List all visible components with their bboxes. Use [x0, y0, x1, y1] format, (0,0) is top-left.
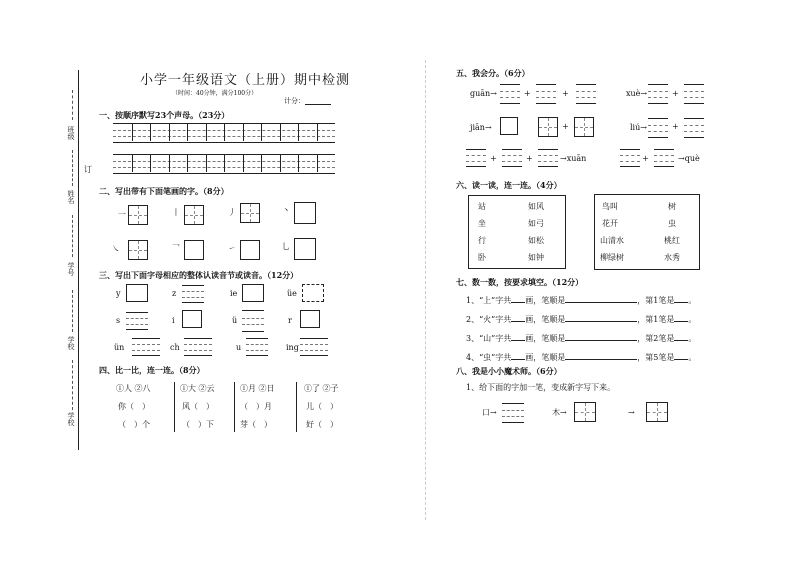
match-word[interactable]: 水秀 — [664, 253, 680, 262]
count-row-end: ，第1笔是 — [637, 296, 675, 305]
answer-box[interactable] — [242, 284, 264, 302]
match-word[interactable]: 卧 — [478, 253, 486, 262]
writing-box[interactable] — [294, 238, 316, 260]
match-word[interactable]: 鸟叫 — [602, 202, 618, 211]
magic-item: 口→ — [482, 408, 497, 417]
compare-options: ①月 ②日 — [240, 384, 275, 393]
plus-sign: + — [526, 154, 533, 163]
match-word[interactable]: 如弓 — [528, 219, 544, 228]
writing-box[interactable] — [128, 205, 148, 225]
magic-item: 木→ — [552, 408, 567, 417]
section-2-title: 二、写出带有下面笔画的字。（8分） — [99, 186, 229, 196]
split-grid[interactable] — [684, 84, 704, 104]
answer-box[interactable] — [126, 284, 148, 302]
letter-label: üe — [287, 289, 297, 298]
stroke-label: 乛 — [172, 244, 180, 253]
compare-item[interactable]: （ ）下 — [182, 420, 214, 429]
plus-sign: + — [562, 89, 569, 98]
grid-divider — [132, 154, 133, 172]
split-grid[interactable] — [648, 118, 668, 138]
grid-divider — [317, 123, 318, 141]
grid-divider — [187, 154, 188, 172]
count-row-end: ，第1笔是 — [637, 315, 675, 324]
compare-item[interactable]: （ ）个 — [118, 420, 150, 429]
split-grid[interactable] — [536, 84, 556, 104]
writing-box[interactable] — [128, 240, 148, 260]
letter-label: y — [116, 289, 121, 298]
magic-grid[interactable] — [502, 403, 524, 423]
split-box[interactable] — [538, 117, 558, 137]
count-row-end: ，第5笔是 — [637, 353, 675, 362]
grid-divider — [224, 154, 225, 172]
grid-divider — [243, 123, 244, 141]
group-divider — [296, 382, 297, 432]
compare-item[interactable]: 儿（ ） — [306, 402, 338, 411]
stroke-position-blank[interactable] — [674, 302, 688, 303]
grid-divider — [206, 123, 207, 141]
letter-label: z — [172, 289, 177, 298]
count-row-mid: 画，笔顺是 — [525, 296, 566, 305]
answer-grid[interactable] — [182, 285, 204, 303]
letter-label: i — [172, 316, 175, 325]
match-word[interactable]: 坐 — [478, 219, 486, 228]
stroke-count-blank[interactable] — [511, 302, 525, 303]
page-title: 小学一年级语文（上册）期中检测 — [140, 73, 351, 88]
grid-divider — [169, 123, 170, 141]
letter-label: ü — [232, 316, 238, 325]
count-row — [466, 334, 696, 344]
split-item: →què — [678, 154, 700, 163]
match-word[interactable]: 行 — [478, 236, 486, 245]
writing-box[interactable] — [240, 203, 260, 223]
grid-divider — [169, 154, 170, 172]
compare-options: ①了 ②子 — [304, 384, 339, 393]
stroke-label: 一 — [118, 210, 126, 219]
binding-label-school: 学校 — [67, 412, 75, 426]
split-item: xuè→ — [626, 89, 648, 98]
binding-blank — [72, 90, 73, 120]
letter-label: ie — [230, 289, 238, 298]
stroke-position-blank[interactable] — [674, 321, 688, 322]
binding-label-class: 班级 — [67, 126, 75, 140]
compare-options: ①大 ②云 — [180, 384, 215, 393]
count-row-lead: 3、“山”字共 — [466, 334, 512, 343]
count-row-lead: 2、“火”字共 — [466, 315, 512, 324]
stroke-label: 丶 — [282, 206, 290, 215]
section-1-title: 一、按顺序默写23个声母。（23分） — [99, 110, 230, 120]
stroke-position-blank[interactable] — [674, 359, 688, 360]
answer-grid[interactable] — [126, 312, 148, 330]
match-word[interactable]: 如钟 — [528, 253, 544, 262]
page-subtitle: （时间：40分钟，满分100分） — [172, 90, 258, 97]
split-grid[interactable] — [500, 84, 520, 104]
stroke-order-blank[interactable] — [565, 340, 637, 341]
section-4-title: 四、比一比，连一连。（8分） — [99, 365, 205, 375]
split-box[interactable] — [500, 117, 518, 135]
compare-options: ①人 ②八 — [116, 384, 151, 393]
binding-line — [78, 70, 79, 450]
binding-label-name: 姓名 — [67, 190, 75, 204]
grid-divider — [150, 123, 151, 141]
grid-divider — [206, 154, 207, 172]
period: 。 — [688, 315, 697, 324]
section-7-title: 七、数一数，按要求填空。（12分） — [456, 277, 584, 287]
binding-blank — [72, 360, 73, 410]
plus-sign: + — [490, 154, 497, 163]
match-word[interactable]: 花开 — [602, 219, 618, 228]
compare-item[interactable]: 芽（ ） — [240, 420, 272, 429]
score-blank[interactable] — [305, 104, 331, 105]
compare-item[interactable]: 风（ ） — [182, 402, 214, 411]
answer-grid[interactable] — [132, 338, 160, 356]
answer-grid[interactable] — [300, 338, 328, 356]
split-grid[interactable] — [502, 149, 522, 167]
magic-box[interactable] — [574, 402, 596, 422]
letter-label: s — [116, 316, 121, 325]
score-label: 计分： — [284, 97, 305, 105]
answer-grid[interactable] — [246, 338, 268, 356]
compare-item[interactable]: 你（ ） — [118, 402, 150, 411]
split-item: jiān→ — [470, 123, 492, 132]
match-word[interactable]: 树 — [668, 202, 676, 211]
compare-item[interactable]: 好（ ） — [306, 420, 338, 429]
stroke-label: ㇏ — [112, 244, 120, 253]
count-row — [466, 353, 696, 363]
match-word[interactable]: 如松 — [528, 236, 544, 245]
magic-box[interactable] — [646, 402, 668, 422]
letter-label: r — [288, 316, 292, 325]
grid-divider — [317, 154, 318, 172]
section-8-instruction: 1、给下面的字加一笔，变成新字写下来。 — [466, 383, 616, 392]
stroke-order-blank[interactable] — [565, 321, 637, 322]
split-item: guān→ — [470, 89, 497, 98]
answer-grid[interactable] — [242, 310, 264, 332]
stroke-order-blank[interactable] — [565, 359, 637, 360]
split-grid[interactable] — [684, 118, 704, 138]
plus-sign: + — [672, 89, 679, 98]
group-divider — [234, 382, 235, 432]
answer-box[interactable] — [300, 310, 320, 328]
binding-label-number: 学号 — [67, 262, 75, 276]
stroke-label: 丿 — [228, 208, 236, 217]
plus-sign: + — [642, 154, 649, 163]
split-grid[interactable] — [466, 149, 486, 167]
match-word[interactable]: 桃红 — [664, 236, 680, 245]
binding-blank — [72, 150, 73, 186]
grid-divider — [187, 123, 188, 141]
count-row — [466, 296, 696, 306]
section-8-title: 八、我是小小魔术师。（6分） — [456, 366, 562, 376]
plus-sign: + — [524, 89, 531, 98]
answer-grid[interactable] — [184, 338, 212, 356]
match-word[interactable]: 如风 — [528, 202, 544, 211]
section-5-title: 五、我会分。（6分） — [456, 68, 530, 78]
split-grid[interactable] — [648, 84, 668, 104]
grid-divider — [261, 154, 262, 172]
split-grid[interactable] — [654, 149, 674, 167]
grid-divider — [224, 123, 225, 141]
stroke-label: 丨 — [172, 208, 180, 217]
writing-box[interactable] — [240, 240, 260, 260]
split-grid[interactable] — [620, 149, 640, 167]
split-grid[interactable] — [576, 84, 596, 104]
count-row-mid: 画，笔顺是 — [525, 334, 566, 343]
compare-item[interactable]: （ ）月 — [240, 402, 272, 411]
grid-divider — [261, 123, 262, 141]
binding-label-school: 学校 — [67, 336, 75, 350]
stroke-position-blank[interactable] — [674, 340, 688, 341]
period: 。 — [688, 353, 697, 362]
split-box[interactable] — [574, 117, 594, 137]
count-row — [466, 315, 696, 325]
answer-box[interactable] — [302, 284, 324, 302]
count-row-lead: 4、“虫”字共 — [466, 353, 512, 362]
count-row-lead: 1、“上”字共 — [466, 296, 512, 305]
period: 。 — [688, 296, 697, 305]
match-word[interactable]: 站 — [478, 202, 486, 211]
letter-label: ing — [286, 343, 299, 352]
stroke-count-blank[interactable] — [511, 321, 525, 322]
match-word[interactable]: 虫 — [668, 219, 676, 228]
writing-box[interactable] — [184, 205, 204, 225]
stroke-label: ㇀ — [228, 244, 236, 253]
count-row-mid: 画，笔顺是 — [525, 353, 566, 362]
stroke-label: 乚 — [282, 242, 290, 251]
answer-box[interactable] — [182, 310, 202, 328]
magic-item: → — [628, 408, 635, 417]
match-word[interactable]: 山清水 — [600, 236, 624, 245]
binding-marker: 订 — [84, 165, 92, 174]
page-fold-line — [425, 60, 426, 520]
plus-sign: + — [672, 122, 679, 131]
period: 。 — [688, 334, 697, 343]
count-row-end: ，第2笔是 — [637, 334, 675, 343]
letter-label: u — [236, 343, 242, 352]
section-3-title: 三、写出下面字母相应的整体认读音节或读音。（12分） — [99, 270, 299, 280]
count-row-mid: 画，笔顺是 — [525, 315, 566, 324]
letter-label: ün — [114, 343, 125, 352]
grid-divider — [150, 154, 151, 172]
stroke-order-blank[interactable] — [565, 302, 637, 303]
grid-divider — [298, 154, 299, 172]
split-item: →xuān — [560, 154, 587, 163]
grid-divider — [298, 123, 299, 141]
split-item: liú→ — [630, 123, 647, 132]
writing-box[interactable] — [184, 240, 204, 260]
grid-divider — [243, 154, 244, 172]
match-word[interactable]: 柳绿树 — [600, 253, 624, 262]
binding-blank — [72, 290, 73, 332]
group-divider — [174, 382, 175, 432]
split-grid[interactable] — [538, 149, 558, 167]
grid-divider — [280, 123, 281, 141]
writing-box[interactable] — [294, 202, 316, 224]
grid-divider — [132, 123, 133, 141]
section-6-title: 六、读一读，连一连。（4分） — [456, 180, 562, 190]
binding-blank — [72, 215, 73, 257]
stroke-count-blank[interactable] — [511, 359, 525, 360]
stroke-count-blank[interactable] — [511, 340, 525, 341]
letter-label: ch — [170, 343, 180, 352]
grid-divider — [280, 154, 281, 172]
plus-sign: + — [562, 122, 569, 131]
